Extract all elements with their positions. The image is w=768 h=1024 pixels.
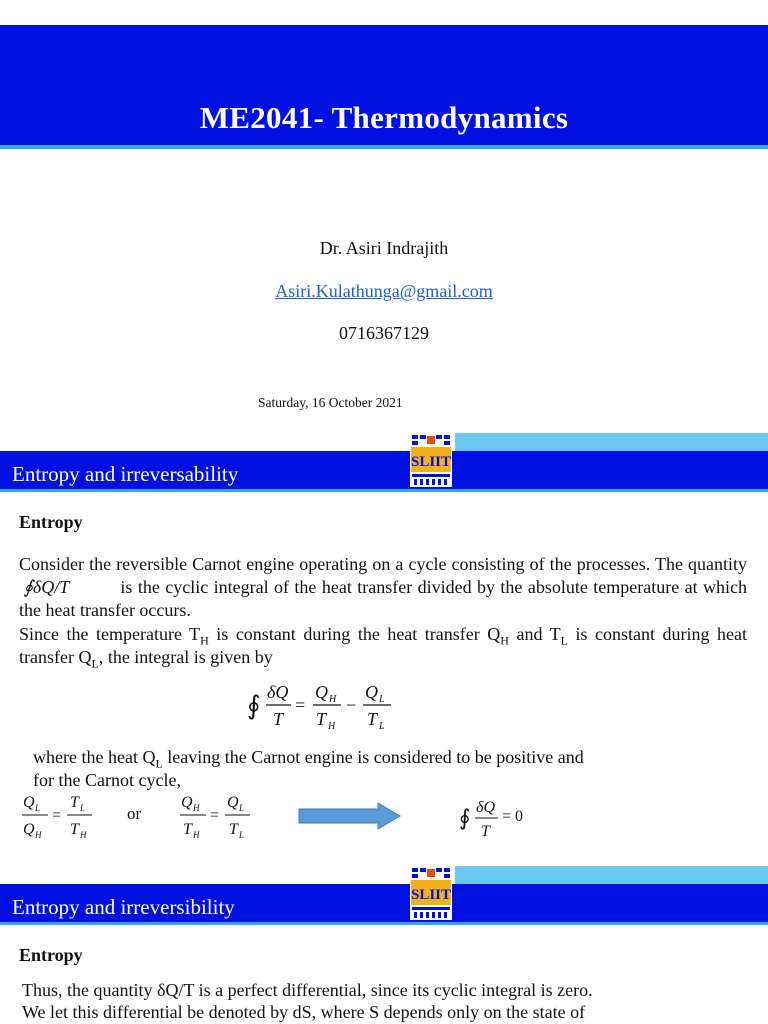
svg-text:SLIIT: SLIIT	[410, 887, 452, 903]
svg-text:=: =	[210, 807, 220, 824]
sliit-logo	[410, 433, 452, 487]
svg-text:T: T	[316, 709, 327, 729]
slide-header-title: Entropy and irreversibility	[12, 895, 235, 919]
equation-ratio-2	[178, 790, 258, 846]
svg-text:H: H	[329, 694, 337, 705]
phone-number: 0716367129	[339, 323, 429, 343]
svg-text:L: L	[239, 803, 245, 813]
svg-text:SLIIT: SLIIT	[410, 454, 452, 470]
svg-text:T: T	[70, 794, 79, 811]
equation-zero: ∮ δQ T = 0	[459, 799, 524, 840]
svg-text:H: H	[193, 803, 200, 813]
equation-ratio-1	[20, 790, 100, 846]
svg-text:∮: ∮	[459, 805, 471, 830]
cyclic-integral-inline: ∮δQ/T	[19, 577, 70, 597]
svg-text:Q: Q	[181, 794, 193, 811]
svg-text:Q: Q	[315, 682, 328, 702]
header-accent	[455, 866, 768, 884]
svg-text:T: T	[183, 821, 192, 838]
header-accent	[455, 433, 768, 451]
svg-text:Q: Q	[23, 794, 35, 811]
paragraph-temperature: Since the temperature $T_H$ is constant during the heat transfer $Q_H$ and $T_L$ is constant during heat transfer $Q_L$, the integral is given by	[19, 624, 747, 671]
svg-text:=: =	[295, 695, 306, 715]
equation-cyclic-integral	[245, 676, 395, 738]
section-heading: Entropy	[19, 945, 83, 965]
svg-text:Q: Q	[23, 821, 35, 838]
sliit-logo	[410, 866, 452, 920]
svg-text:L: L	[379, 721, 385, 732]
svg-text:T: T	[481, 823, 490, 840]
email-link[interactable]: Asiri.Kulathunga@gmail.com	[275, 281, 493, 301]
or-text: or	[127, 804, 142, 823]
svg-text:∮: ∮	[247, 691, 261, 720]
where-line: where the heat $Q_L$ leaving the Carnot engine is considered to be positive and	[33, 747, 584, 771]
svg-text:H: H	[193, 830, 200, 840]
slide-title: ME2041- Thermodynamics	[199, 100, 569, 135]
slide-header-title: Entropy and irreversability	[12, 462, 239, 486]
svg-text:L: L	[35, 803, 41, 813]
svg-text:L: L	[239, 830, 245, 840]
right-arrow-icon	[298, 802, 402, 830]
header-divider	[0, 922, 768, 925]
svg-text:=: =	[52, 807, 62, 824]
svg-text:δQ: δQ	[267, 682, 289, 702]
svg-text:H: H	[80, 830, 87, 840]
carnot-cycle-line: for the Carnot cycle,	[33, 770, 181, 790]
svg-text:−: −	[346, 695, 357, 715]
section-heading: Entropy	[19, 512, 83, 532]
svg-text:H: H	[328, 721, 336, 732]
slide-date: Saturday, 16 October 2021	[258, 395, 403, 410]
svg-text:L: L	[379, 694, 385, 705]
perfect-differential-line: Thus, the quantity δQ/T is a perfect differential, since its cyclic integral is zero.	[22, 980, 593, 1000]
paragraph-carnot: Consider the reversible Carnot engine operating on a cycle consisting of the processes. The quantity ∮δQ/T is the cyclic integral of the heat transfer divided by the absolute temperature at which the heat transfer occurs.	[19, 554, 747, 620]
svg-text:T: T	[229, 821, 238, 838]
email-line	[0, 281, 768, 302]
author-name: Dr. Asiri Indrajith	[319, 238, 449, 258]
svg-text:T: T	[273, 709, 284, 729]
title-divider	[0, 145, 768, 149]
header-divider	[0, 489, 768, 492]
differential-ds-line: We let this differential be denoted by dS, where S depends only on the state of	[22, 1002, 586, 1022]
svg-text:Q: Q	[365, 682, 378, 702]
svg-text:Q: Q	[227, 794, 239, 811]
svg-text:H: H	[35, 830, 42, 840]
svg-text:L: L	[80, 803, 86, 813]
svg-text:T: T	[367, 709, 378, 729]
svg-text:T: T	[70, 821, 79, 838]
svg-text:δQ: δQ	[476, 799, 495, 816]
